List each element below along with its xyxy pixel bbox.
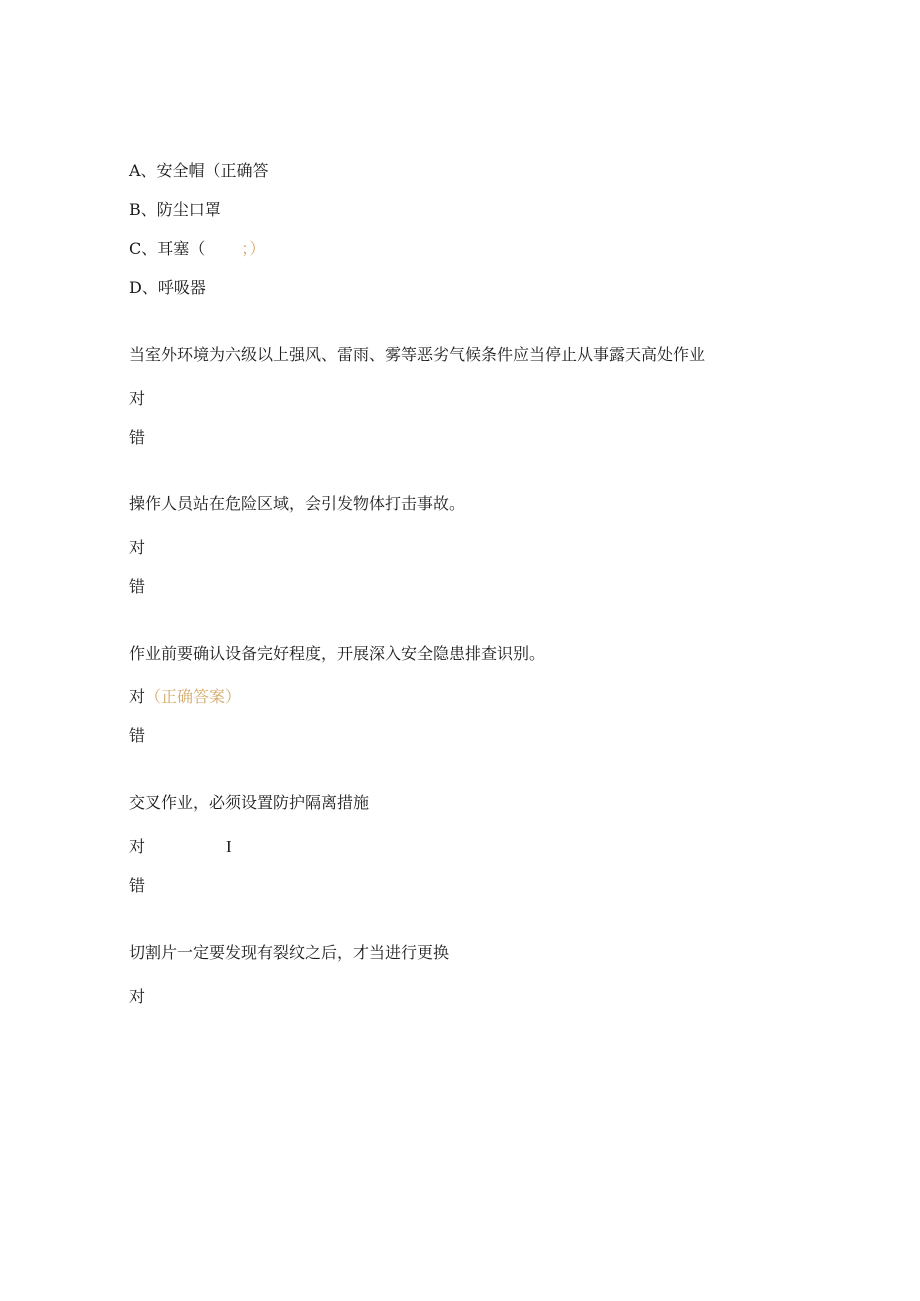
q5-stem: 交叉作业，必须设置防护隔离措施 [129, 793, 370, 812]
q1-option-b-text: B、防尘口罩 [129, 200, 221, 219]
q4-stem: 作业前要确认设备完好程度，开展深入安全隐患排查识别。 [129, 644, 546, 663]
q4-option-false[interactable]: 错 [129, 726, 146, 745]
q3-stem: 操作人员站在危险区域，会引发物体打击事故。 [129, 494, 466, 513]
q6-stem: 切割片一定要发现有裂纹之后，才当进行更换 [129, 943, 450, 962]
q1-option-a-text: A、安全帽（正确答 [129, 161, 269, 180]
q2-option-false[interactable]: 错 [129, 428, 146, 447]
q3-option-true[interactable]: 对 [129, 538, 146, 557]
q4-correct-answer-mark: （正确答案） [145, 687, 242, 706]
q2-stem: 当室外环境为六级以上强风、雷雨、雾等恶劣气候条件应当停止从事露天高处作业 [129, 345, 706, 364]
q1-option-d[interactable] [129, 278, 206, 298]
q1-option-a[interactable] [129, 161, 269, 181]
q1-option-b[interactable] [129, 200, 221, 220]
q2-option-true[interactable]: 对 [129, 389, 146, 408]
q5-option-false[interactable]: 错 [129, 876, 146, 895]
q5-option-true[interactable]: 对 [129, 837, 146, 856]
q4-option-true-label: 对 [129, 687, 146, 706]
q4-option-true[interactable] [129, 687, 241, 707]
q6-option-true[interactable]: 对 [129, 987, 146, 1006]
q1-option-c-answer-mark: ；） [241, 239, 266, 258]
q1-option-c[interactable] [129, 239, 265, 259]
q1-option-d-text: D、呼吸器 [129, 278, 206, 297]
q1-option-c-text: C、耳塞（ [129, 239, 206, 258]
text-cursor-mark: I [226, 837, 232, 856]
q3-option-false[interactable]: 错 [129, 577, 146, 596]
